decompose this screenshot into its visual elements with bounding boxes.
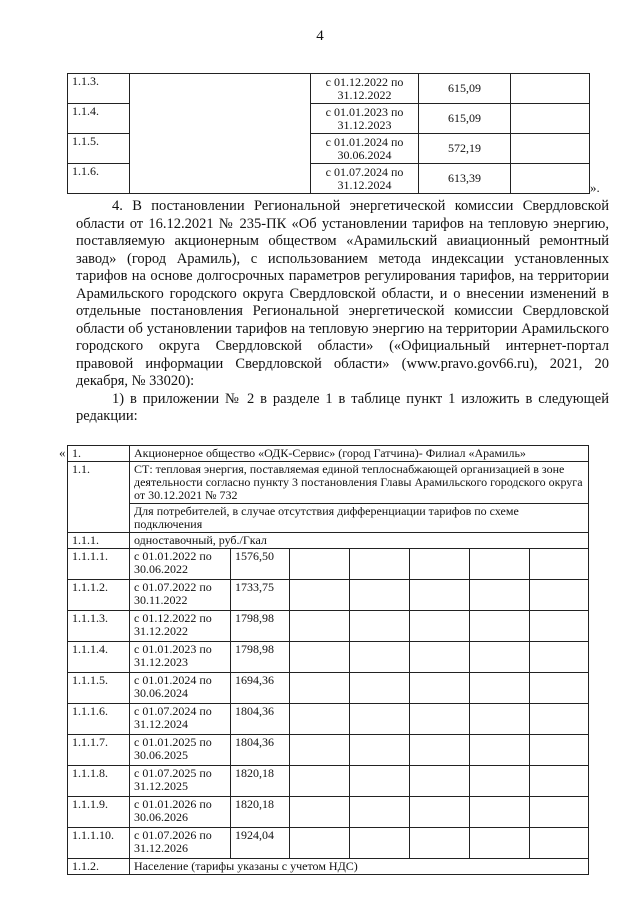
- table-row: [68, 134, 590, 164]
- table-row: [68, 735, 589, 766]
- table-row: [68, 462, 589, 504]
- row-value: 615,09: [419, 74, 511, 104]
- row-period: с 01.07.2024 по 31.12.2024: [130, 704, 231, 735]
- row-period: с 01.07.2026 по 31.12.2026: [130, 828, 231, 859]
- table-row: [68, 549, 589, 580]
- org-name: Акционерное общество «ОДК-Сервис» (город Гатчина)- Филиал «Арамиль»: [130, 446, 589, 462]
- table-row: [68, 74, 590, 104]
- row-code: 1.1.1.3.: [68, 611, 130, 642]
- row-value: 1798,98: [231, 611, 290, 642]
- table-row: [68, 828, 589, 859]
- row-period: с 01.01.2024 по 30.06.2024: [311, 134, 419, 164]
- table-row: [68, 611, 589, 642]
- row-period: с 01.12.2022 по 31.12.2022: [311, 74, 419, 104]
- row-period: с 01.07.2022 по 30.11.2022: [130, 580, 231, 611]
- row-value: 1804,36: [231, 735, 290, 766]
- row-period: с 01.12.2022 по 31.12.2022: [130, 611, 231, 642]
- table-row: [68, 504, 589, 533]
- row-code: 1.1.1.7.: [68, 735, 130, 766]
- row-period: с 01.01.2024 по 30.06.2024: [130, 673, 231, 704]
- row-period: с 01.01.2025 по 30.06.2025: [130, 735, 231, 766]
- row-code: 1.1.1.5.: [68, 673, 130, 704]
- row-code: 1.1.1.: [68, 533, 130, 549]
- population-group: Население (тарифы указаны с учетом НДС): [130, 859, 589, 875]
- row-code: 1.1.5.: [68, 134, 130, 164]
- table-row: [68, 533, 589, 549]
- row-value: 572,19: [419, 134, 511, 164]
- opening-quote: «: [59, 445, 66, 460]
- row-value: 615,09: [419, 104, 511, 134]
- table-row: [68, 164, 590, 194]
- table-row: [68, 580, 589, 611]
- row-code: 1.1.: [68, 462, 130, 533]
- table-row: [68, 104, 590, 134]
- tariff-type: одноставочный, руб./Гкал: [130, 533, 589, 549]
- row-period: с 01.07.2025 по 31.12.2025: [130, 766, 231, 797]
- paragraph-sub-1: 1) в приложении № 2 в разделе 1 в таблице пункт 1 изложить в следующей редакции:: [76, 390, 609, 424]
- table-row: [68, 704, 589, 735]
- row-period: с 01.01.2023 по 31.12.2023: [311, 104, 419, 134]
- table-row: [68, 859, 589, 875]
- row-code: 1.1.3.: [68, 74, 130, 104]
- row-value: 1804,36: [231, 704, 290, 735]
- row-code: 1.1.1.2.: [68, 580, 130, 611]
- tariff-description: СТ: тепловая энергия, поставляемая единой теплоснабжающей организацией в зоне деятельности согласно пункту 3 постановления Главы Арамильского городского округа от 30.12.2021 № 732: [130, 462, 589, 504]
- row-code: 1.1.1.6.: [68, 704, 130, 735]
- consumer-group: Для потребителей, в случае отсутствия дифференциации тарифов по схеме подключения: [130, 504, 589, 533]
- table-row: [68, 446, 589, 462]
- paragraph-4: 4. В постановлении Региональной энергетической комиссии Свердловской области от 16.12.2021 № 235-ПК «Об установлении тарифов на тепловую энергию, поставляемую акционерным обществом «Арамильский авиационный ремонтный завод» (город Арамиль), с использованием метода индексации установленных тарифов на основе долгосрочных параметров регулирования тарифов, на территории Арамильского городского округа Свердловской области, и о внесении изменений в отдельные постановления Региональной энергетической комиссии Свердловской области об установлении тарифов на тепловую энергию на территории Арамильского городского округа Свердловской области» («Официальный интернет-портал правовой информации Свердловской области» (www.pravo.gov66.ru), 2021, 20 декабря, № 33020):: [76, 198, 609, 389]
- row-code: 1.1.2.: [68, 859, 130, 875]
- row-value: 1733,75: [231, 580, 290, 611]
- row-value: 1820,18: [231, 766, 290, 797]
- amendment-paragraph: [76, 198, 609, 426]
- row-value: 1576,50: [231, 549, 290, 580]
- page-number: 4: [316, 28, 324, 44]
- row-period: с 01.07.2024 по 31.12.2024: [311, 164, 419, 194]
- row-value: 613,39: [419, 164, 511, 194]
- row-value: 1924,04: [231, 828, 290, 859]
- row-value: 1820,18: [231, 797, 290, 828]
- row-code: 1.1.1.8.: [68, 766, 130, 797]
- row-code: 1.1.6.: [68, 164, 130, 194]
- table-row: [68, 797, 589, 828]
- table-row: [68, 642, 589, 673]
- row-period: с 01.01.2022 по 30.06.2022: [130, 549, 231, 580]
- row-value: 1694,36: [231, 673, 290, 704]
- row-code: 1.1.1.4.: [68, 642, 130, 673]
- table-row: [68, 766, 589, 797]
- tariff-table: [67, 445, 589, 875]
- row-code: 1.1.4.: [68, 104, 130, 134]
- row-period: с 01.01.2023 по 31.12.2023: [130, 642, 231, 673]
- row-code: 1.1.1.10.: [68, 828, 130, 859]
- row-code: 1.1.1.1.: [68, 549, 130, 580]
- row-code: 1.1.1.9.: [68, 797, 130, 828]
- tariff-table-continuation: [67, 73, 590, 194]
- row-code: 1.: [68, 446, 130, 462]
- row-value: 1798,98: [231, 642, 290, 673]
- closing-quote: ».: [590, 180, 600, 195]
- row-period: с 01.01.2026 по 30.06.2026: [130, 797, 231, 828]
- table-row: [68, 673, 589, 704]
